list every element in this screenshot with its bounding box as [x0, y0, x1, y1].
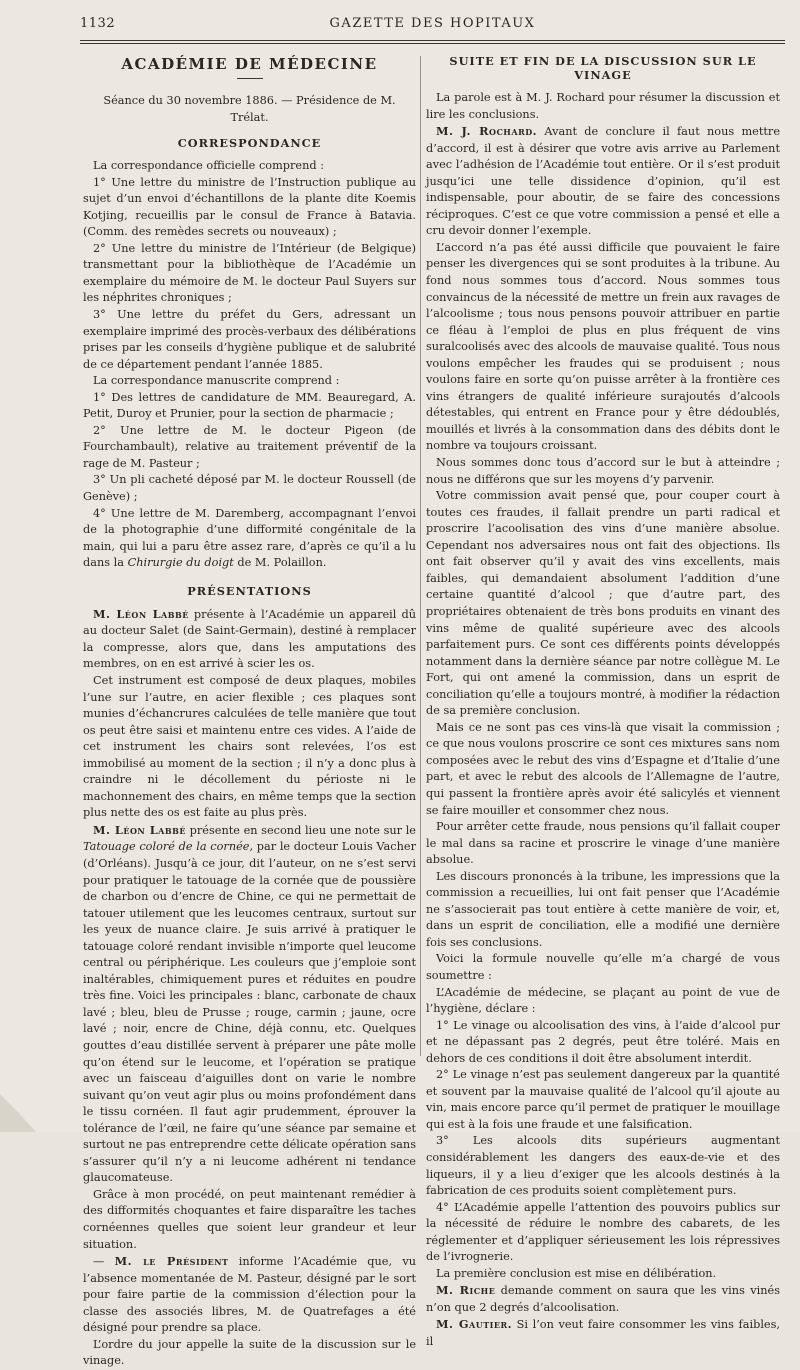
- text-run: de M. Polaillon.: [233, 556, 327, 570]
- paragraph: Nous sommes donc tous d’accord sur le but à atteindre ; nous ne différons que sur les moyens d’y parvenir.: [426, 456, 780, 486]
- speaker-name: M. J. Rochard.: [436, 124, 538, 139]
- paragraph: La première conclusion est mise en délibération.: [436, 1266, 717, 1280]
- paragraph: Votre commission avait pensé que, pour couper court à toutes ces fraudes, il fallait prendre un parti radical et proscrire l’acoolisation des vins d’une manière absolue. Cependant nos adversaires nous ont fait des objections. Ils ont fait observer qu’il y avait des vins excellents, mais faibles, qui demandaient absolument l’addition d’une certaine quantité d’alcool ; que d’autre part, des propriétaires obtenaient de très bons produits en vinant des vins même de qualité supérieure avec des alcools parfaitement purs. Ce sont ces différents points développés notamment dans la dernière séance par notre collègue M. Le Fort, qui ont amené la commission, dans un esprit de conciliation qu’elle a toujours montré, à modifier la rédaction de sa première conclusion.: [426, 489, 780, 718]
- paragraph: Mais ce ne sont pas ces vins-là que visait la commission ; ce que nous voulons proscrire ce sont ces mixtures sans nom composées avec le rebut des vins d’Espagne et d’Italie d’une part, et avec le rebut des alcools de l’Allemagne de l’autre, qui passent la frontière après avoir été salicylés et viennent se faire mouiller et consommer chez nous.: [426, 720, 780, 817]
- paragraph: L’accord n’a pas été aussi difficile que pouvaient le faire penser les divergences qui se sont produites à la tribune. Au fond nous sommes tous d’accord. Nous sommes tous convaincus de la nécessité de mettre un frein aux ravages de l’alcoolisme ; tous nous pensons pouvoir attribuer en partie ce fléau à l’emploi de plus en plus fréquent de vins suralcoolisés avec des alcools de mauvaise qualité. Tous nous voulons empêcher les fraudes qui se produisent ; nous voulons faire en sorte qu’on puisse arrêter à la frontière ces vins étrangers de qualité inférieure surajoutés d’alcools détestables, qui entrent en France pour y être dédoublés, mouillés et livrés à la consommation dans des débits dont le nombre va toujours croissant.: [426, 240, 780, 453]
- speaker-name: M. Gautier.: [436, 1317, 513, 1332]
- page-header: [80, 14, 785, 36]
- text-run: demande comment on saura que les vins vinés n’on que 2 degrés d’alcoolisation.: [426, 1284, 780, 1314]
- paragraph: 1° Une lettre du ministre de l’Instruction publique au sujet d’un envoi d’échantillons de la plante dite Koemis Kotjing, recueillis par le consul de France à Batavia. (Comm. des remèdes secrets ou nouveaux) ;: [83, 175, 416, 239]
- paragraph: 2° Une lettre du ministre de l’Intérieur (de Belgique) transmettant pour la bibliothèque de l’Académie un exemplaire du mémoire de M. le docteur Paul Suyers sur les néphrites chroniques ;: [83, 241, 416, 305]
- paragraph: [83, 822, 416, 1187]
- paragraph: [426, 123, 780, 240]
- paragraph: 2° Une lettre de M. le docteur Pigeon (de Fourchambault), relative au traitement préventif de la rage de M. Pasteur ;: [83, 423, 416, 470]
- speaker-name: M. Léon Labbé: [93, 822, 186, 837]
- presentations-heading: PRÉSENTATIONS: [187, 583, 312, 598]
- paragraph: L’ordre du jour appelle la suite de la discussion sur le vinage.: [83, 1337, 416, 1368]
- paragraph: Les discours prononcés à la tribune, les impressions que la commission a recueillies, lui ont fait penser que l’Académie ne s’associerait pas tout entière à cette manière de voir, et, dans un esprit de conciliation, elle a modifié une dernière fois ses conclusions.: [426, 869, 780, 949]
- text-run: présente en second lieu une note sur le: [186, 823, 416, 837]
- title-rule: [237, 78, 263, 79]
- correspondance-heading: CORRESPONDANCE: [177, 136, 322, 151]
- paragraph: [83, 606, 416, 673]
- column-divider: [420, 56, 421, 1056]
- paragraph: Voici la formule nouvelle qu’elle m’a chargé de vous soumettre :: [426, 952, 780, 982]
- paragraph: [426, 1282, 780, 1316]
- speaker-name: M. Léon Labbé: [93, 606, 189, 621]
- text-run: informe l’Académie que, vu l’absence momentanée de M. Pasteur, désigné par le sort pour faire partie de la commission d’élection pour la classe des associés libres, M. de Quatrefages a été désigné pour prendre sa place.: [83, 1255, 417, 1335]
- paragraph: [83, 506, 416, 572]
- paragraph: Grâce à mon procédé, on peut maintenant remédier à des difformités choquantes et faire disparaître les taches cornéennes quelles que soient leur grandeur et leur situation.: [83, 1187, 416, 1251]
- page-number: 1132: [80, 16, 116, 31]
- paragraph: La correspondance officielle comprend :: [93, 159, 325, 173]
- text-run: Avant de conclure il faut nous mettre d’accord, il est à désirer que votre avis arrive au Parlement avec l’adhésion de l’Académie tout entière. Or il s’est produit jusqu’ici une telle dissidence d’opinion, qu’il est indispensable, pour aboutir, de se faire des concessions réciproques. C’est ce que votre commission a pensé et elle a cru devoir donner l’exemple.: [426, 125, 781, 238]
- left-column: [83, 54, 416, 1370]
- paragraph: 2° Le vinage n’est pas seulement dangereux par la quantité et souvent par la mauvaise qualité de l’alcool qu’il ajoute au vin, mais encore parce qu’il permet de pratiquer le mouillage qui est à la fois une fraude et une falsification.: [426, 1068, 780, 1131]
- paragraph: Pour arrêter cette fraude, nous pensions qu’il fallait couper le mal dans sa racine et proscrire le vinage d’une manière absolue.: [426, 820, 780, 867]
- paragraph: 4° L’Académie appelle l’attention des pouvoirs publics sur la nécessité de réduire le nombre des cabarets, de les réglementer et d’appliquer sérieusement les lois répressives de l’ivrognerie.: [426, 1200, 780, 1264]
- paragraph: [83, 1253, 416, 1337]
- paragraph: Cet instrument est composé de deux plaques, mobiles l’une sur l’autre, en acier flexible ; ces plaques sont munies d’échancrures calculées de telle manière que tout os peut être saisi et maintenu entre ces vides. A l’aide de cet instrument les chairs sont relevées, l’os est immobilisé au moment de la section ; il n’y a donc plus à craindre ni le décollement du périoste ni le machonnement des chairs, en même temps que la section plus nette des os est faite au plus près.: [83, 673, 416, 820]
- corner-smudge: [0, 1090, 60, 1132]
- paragraph: La correspondance manuscrite comprend :: [93, 374, 340, 388]
- paragraph: 3° Les alcools dits supérieurs augmentant considérablement les dangers des eaux-de-vie et des liqueurs, il y a lieu d’exiger que les alcools destinés à la fabrication de ces produits soient complètement purs.: [426, 1134, 780, 1198]
- text-run: Si l’on veut faire consommer les vins faibles, il: [426, 1318, 781, 1349]
- paragraph: 3° Une lettre du préfet du Gers, adressant un exemplaire imprimé des procès-verbaux des délibérations prises par les conseils d’hygiène publique et de salubrité de ce département pendant l’année 1885.: [83, 308, 416, 371]
- running-title: GAZETTE DES HOPITAUX: [329, 16, 536, 31]
- italic-title: Chirurgie du doigt: [127, 556, 234, 570]
- paragraph: 3° Un pli cacheté déposé par M. le docteur Roussell (de Genève) ;: [83, 473, 416, 504]
- session-line: Séance du 30 novembre 1886. — Présidence de M. Trélat.: [103, 94, 396, 124]
- paragraph: [426, 1316, 780, 1350]
- paragraph: 1° Des lettres de candidature de MM. Beauregard, A. Petit, Duroy et Prunier, pour la section de pharmacie ;: [83, 390, 416, 421]
- speaker-name: M. Riche: [436, 1283, 496, 1298]
- paragraph: 1° Le vinage ou alcoolisation des vins, à l’aide d’alcool pur et ne dépassant pas 2 degrés, peut être toléré. Mais en dehors de ces conditions il doit être absolument interdit.: [426, 1018, 780, 1065]
- header-rule-top: [80, 40, 785, 41]
- italic-title: Tatouage coloré de la cornée: [83, 840, 250, 854]
- text-run: présente à l’Académie un appareil dû au docteur Salet (de Saint-Germain), destiné à remplacer la compresse, alors que, dans les amputations des membres, on en est arrivé à scier les os.: [83, 607, 416, 671]
- paragraph: La parole est à M. J. Rochard pour résumer la discussion et lire les conclusions.: [426, 91, 780, 121]
- text-run: , par le docteur Louis Vacher (d’Orléans). Jusqu’à ce jour, dit l’auteur, on ne s’est servi pour pratiquer le tatouage de la cornée que de poussière de charbon ou d’encre de Chine, ce qui ne permettait de tatouer utilement que les leucomes centraux, surtout sur les yeux de nuance claire. Je suis arrivé à pratiquer le tatouage coloré rendant invisible n’importe quel leucome central ou périphérique. Les couleurs que j’emploie sont inaltérables, chimiquement pures et réduites en poudre très fine. Voici les principales : blanc, carbonate de chaux lavé ; bleu, bleu de Prusse ; rouge, carmin ; jaune, ocre lavé ; noir, encre de Chine, déjà connu, etc. Quelques gouttes d’eau distillée servent à préparer une pâte molle qu’on étend sur le leucome, et l’opération se pratique avec un faisceau d’aiguilles dont on varie le nombre suivant qu’on veut agir plus ou moins profondément dans le tissu cornéen. Il faut agir prudemment, éprouver la tolérance de l’œil, ne faire qu’une séance par semaine et surtout ne pas entreprendre cette délicate opération sans s’assurer qu’il n’y a ni leucome adhérent ni tendance glaucomateuse.: [83, 840, 416, 1185]
- vinage-heading: SUITE ET FIN DE LA DISCUSSION SUR LE VINAGE: [449, 54, 757, 82]
- header-rule-bottom: [80, 43, 785, 44]
- right-column: [426, 54, 780, 1351]
- paragraph: L’Académie de médecine, se plaçant au point de vue de l’hygiène, déclare :: [426, 985, 780, 1016]
- section-title: ACADÉMIE DE MÉDECINE: [121, 55, 378, 73]
- text-run: 4° Une lettre de M. Daremberg, accompagnant l’envoi de la photographie d’une difformité congénitale de la main, qui lui a paru être assez rare, d’après ce qu’il a lu dans la: [83, 506, 416, 570]
- text-run: —: [93, 1255, 115, 1269]
- speaker-name: M. le Président: [114, 1254, 229, 1269]
